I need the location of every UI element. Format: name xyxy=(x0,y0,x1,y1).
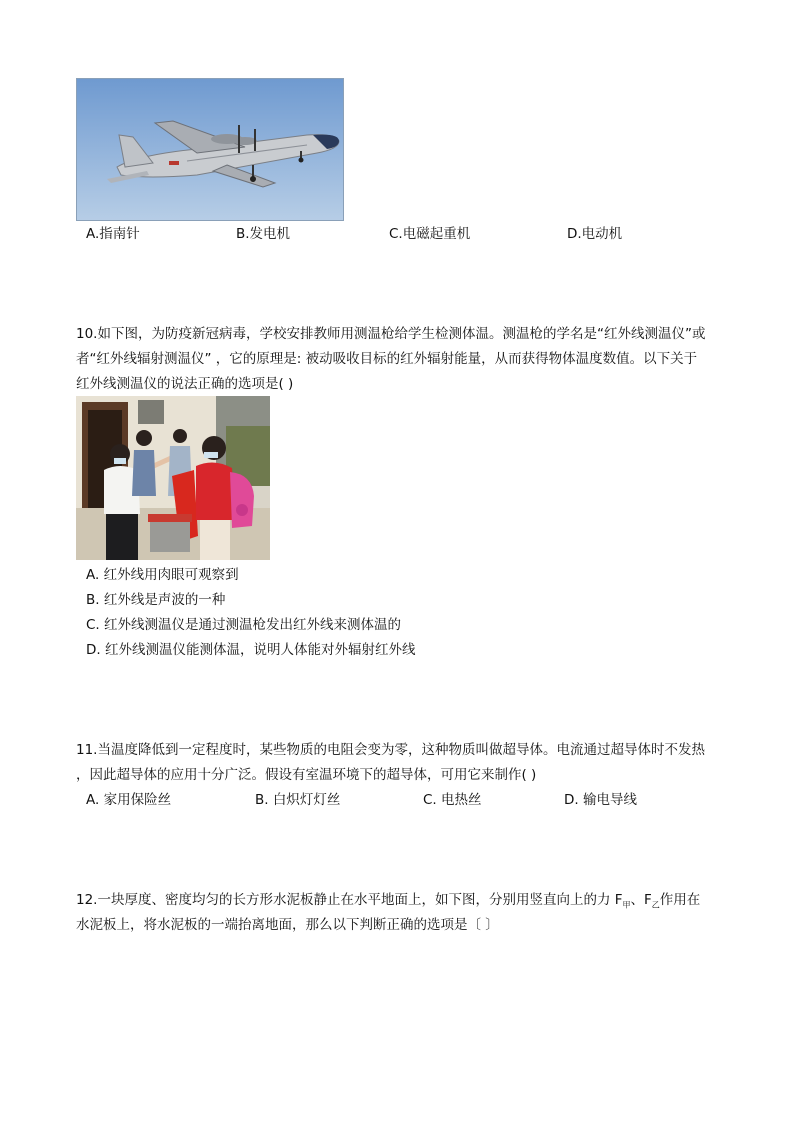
temperature-check-photo xyxy=(76,396,270,560)
q11-option-a: A. 家用保险丝 xyxy=(86,792,172,808)
q11-option-b: B. 白炽灯灯丝 xyxy=(255,792,341,808)
airplane-photo xyxy=(76,78,344,221)
q10-stem-line-3: 红外线测温仪的说法正确的选项是( ) xyxy=(76,376,294,392)
q10-option-c: C. 红外线测温仪是通过测温枪发出红外线来测体温的 xyxy=(86,617,402,633)
q11-stem-line-2: ，因此超导体的应用十分广泛。假设有室温环境下的超导体，可用它来制作( ) xyxy=(76,767,537,783)
q10-option-d: D. 红外线测温仪能测体温，说明人体能对外辐射红外线 xyxy=(86,642,416,658)
q12-force-subscript-a: 甲 xyxy=(622,900,631,910)
q12-separator: 、F xyxy=(630,892,652,908)
q11-option-c: C. 电热丝 xyxy=(423,792,482,808)
q10-option-a: A. 红外线用肉眼可观察到 xyxy=(86,567,239,583)
q9-option-d: D.电动机 xyxy=(567,226,623,242)
q12-force-subscript-b: 乙 xyxy=(651,900,660,910)
q12-stem-text-b: 作用在 xyxy=(659,892,701,908)
q12-stem-line-2: 水泥板上，将水泥板的一端抬离地面，那么以下判断正确的选项是〔 〕 xyxy=(76,917,499,933)
q11-stem-line-1: 11.当温度降低到一定程度时，某些物质的电阻会变为零，这种物质叫做超导体。电流通过超导体时不发热 xyxy=(76,742,705,758)
q10-option-b: B. 红外线是声波的一种 xyxy=(86,592,226,608)
q10-stem-line-2: 者“红外线辐射测温仪” ，它的原理是: 被动吸收目标的红外辐射能量，从而获得物体温度数值。以下关于 xyxy=(76,351,698,367)
q10-stem-line-1: 10.如下图，为防疫新冠病毒，学校安排教师用测温枪给学生检测体温。测温枪的学名是“红外线测温仪”或 xyxy=(76,326,706,342)
q9-option-c: C.电磁起重机 xyxy=(389,226,471,242)
q12-stem-line-1 xyxy=(76,890,700,916)
q11-option-d: D. 输电导线 xyxy=(564,792,637,808)
q12-stem-text-a: 12.一块厚度、密度均匀的长方形水泥板静止在水平地面上，如下图，分别用竖直向上的力 F xyxy=(76,892,623,908)
q9-option-b: B.发电机 xyxy=(236,226,291,242)
q9-option-a: A.指南针 xyxy=(86,226,140,242)
